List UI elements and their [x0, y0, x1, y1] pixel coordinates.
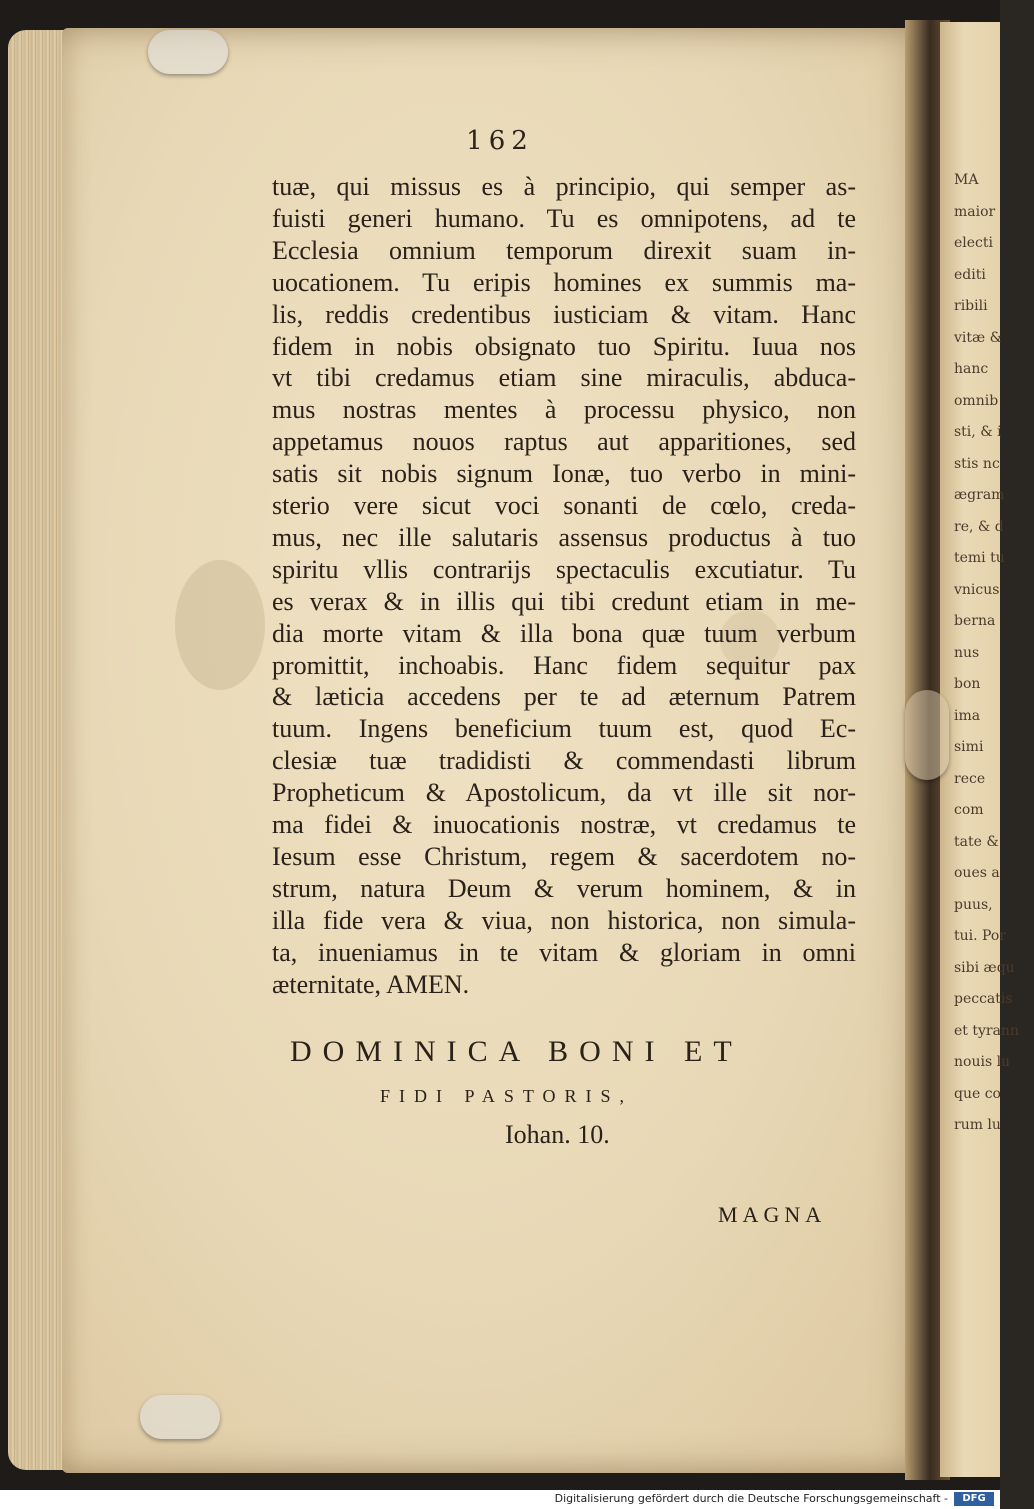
scripture-reference: Iohan. 10.: [505, 1120, 610, 1149]
text-line: tuum. Ingens beneficium tuum est, quod Ec-: [272, 714, 856, 744]
facing-page-text: temi tu: [954, 550, 1005, 566]
text-line: promittit, inchoabis. Hanc fidem sequitur pax: [272, 650, 856, 680]
funding-credit: Digitalisierung gefördert durch die Deutsche Forschungsgemeinschaft -: [554, 1492, 948, 1505]
facing-page-text: berna: [954, 613, 996, 629]
facing-page-text: stis nc: [954, 455, 1000, 472]
text-line: Ecclesia omnium temporum direxit suam in-: [272, 235, 856, 265]
page-edges: [8, 30, 70, 1470]
facing-page-text: oues a: [954, 865, 1000, 881]
page-clip-top: [148, 30, 228, 74]
text-line: Iesum esse Christum, regem & sacerdotem no-: [272, 841, 856, 871]
facing-page-text: rece: [954, 770, 986, 787]
text-line: lis, reddis credentibus iusticiam & vitam. Hanc: [272, 299, 856, 329]
text-line: fuisti generi humano. Tu es omnipotens, ad te: [272, 203, 856, 233]
facing-page-text: editi: [954, 266, 986, 283]
text-line: es verax & in illis qui tibi credunt etiam in me-: [272, 586, 856, 616]
page-number: 162: [466, 126, 534, 156]
text-line: vt tibi credamus etiam sine miraculis, abduca-: [272, 363, 856, 393]
catchword: MAGNA: [718, 1202, 827, 1227]
text-line: Propheticum & Apostolicum, da vt ille sit nor-: [272, 778, 856, 808]
page-clip-right: [905, 690, 949, 780]
facing-page-text: ima: [954, 707, 981, 724]
text-line: ma fidei & inuocationis nostræ, vt credamus te: [272, 810, 856, 839]
facing-page-text: sti, & i: [954, 424, 1002, 440]
text-line: & læticia accedens per te ad æternum Patrem: [272, 682, 856, 712]
facing-page-text: ægram: [954, 487, 1005, 503]
facing-page-text: nouis lu: [954, 1054, 1011, 1070]
facing-page-text: vitæ &: [954, 329, 1003, 346]
facing-page-text: et tyrann: [954, 1022, 1019, 1039]
text-line: tuæ, qui missus es à principio, qui semper as-: [272, 172, 856, 201]
facing-page-text: re, & d: [954, 518, 1004, 535]
facing-page-text: sibi æqu: [954, 959, 1015, 976]
text-line: ta, inueniamus in te vitam & gloriam in omni: [272, 937, 856, 967]
facing-page-text: com: [954, 802, 984, 818]
facing-page-text: vnicus: [954, 581, 1000, 598]
page-clip-bottom: [140, 1395, 220, 1439]
text-line: illa fide vera & viua, non historica, non simula-: [272, 905, 856, 935]
facing-page-text: electi: [954, 235, 993, 251]
paper-stain: [175, 560, 265, 690]
text-line: clesiæ tuæ tradidisti & commendasti librum: [272, 746, 856, 776]
facing-page-text: que co: [954, 1085, 1001, 1102]
text-line: spiritu vllis contrarijs spectaculis excutiatur. Tu: [272, 554, 856, 584]
facing-page-text: MA: [954, 172, 979, 188]
facing-page-text: peccatis: [954, 991, 1013, 1007]
facing-page-text: hanc: [954, 361, 989, 377]
facing-page-text: rum lu: [954, 1117, 1001, 1133]
text-line: satis sit nobis signum Ionæ, tuo verbo in mini-: [272, 459, 856, 489]
facing-page-text: omnib: [954, 392, 999, 409]
facing-page-text: tate &: [954, 833, 999, 850]
text-line: dia morte vitam & illa bona quæ tuum verbum: [272, 618, 856, 648]
text-line: sterio vere sicut voci sonanti de cœlo, creda-: [272, 491, 856, 520]
text-line: uocationem. Tu eripis homines ex summis ma-: [272, 267, 856, 297]
facing-page-text: maior: [954, 203, 996, 220]
text-line: mus nostras mentes à processu physico, non: [272, 395, 856, 425]
text-line: appetamus nouos raptus aut apparitiones, sed: [272, 427, 856, 457]
section-heading: DOMINICA BONI ET: [290, 1035, 743, 1068]
facing-page-text: nus: [954, 644, 980, 661]
facing-page: [940, 22, 1019, 1477]
facing-page-text: simi: [954, 739, 984, 755]
facing-page-text: ribili: [954, 298, 988, 314]
dfg-logo-icon: DFG: [954, 1492, 994, 1506]
text-line: strum, natura Deum & verum hominem, & in: [272, 873, 856, 903]
text-line: mus, nec ille salutaris assensus productus à tuo: [272, 522, 856, 552]
text-line: æternitate, AMEN.: [272, 969, 470, 999]
facing-page-text: tui. Por: [954, 928, 1006, 944]
footer-bar: [0, 1490, 1000, 1509]
facing-page-text: puus,: [954, 896, 993, 913]
text-line: fidem in nobis obsignato tuo Spiritu. Iuua nos: [272, 331, 856, 361]
facing-page-text: bon: [954, 676, 981, 692]
section-subheading: FIDI PASTORIS,: [380, 1086, 634, 1106]
